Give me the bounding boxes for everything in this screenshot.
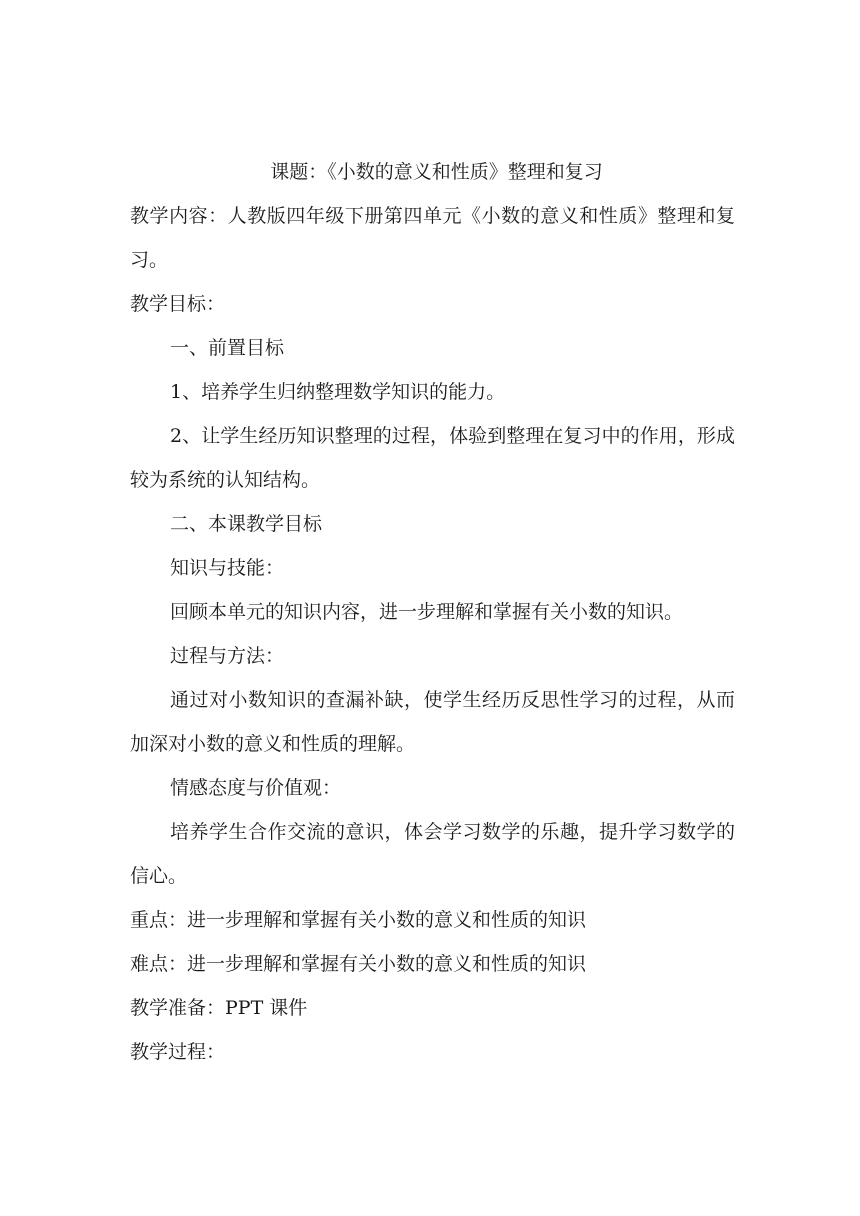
document-body bbox=[130, 150, 735, 1074]
process-text: 通过对小数知识的查漏补缺，使学生经历反思性学习的过程，从而加深对小数的意义和性质的理解。 bbox=[130, 689, 735, 755]
process-heading: 过程与方法： bbox=[170, 645, 285, 667]
emotion-heading: 情感态度与价值观： bbox=[170, 777, 342, 799]
emotion-text: 培养学生合作交流的意识，体会学习数学的乐趣，提升学习数学的信心。 bbox=[130, 821, 735, 887]
key-point: 重点：进一步理解和掌握有关小数的意义和性质的知识 bbox=[130, 909, 587, 931]
teaching-process-label: 教学过程： bbox=[130, 1041, 226, 1063]
difficulty: 难点：进一步理解和掌握有关小数的意义和性质的知识 bbox=[130, 953, 587, 975]
pre-objective-2: 2、让学生经历知识整理的过程，体验到整理在复习中的作用，形成较为系统的认知结构。 bbox=[130, 425, 735, 491]
pre-objective-1: 1、培养学生归纳整理数学知识的能力。 bbox=[170, 381, 506, 403]
teaching-content: 教学内容：人教版四年级下册第四单元《小数的意义和性质》整理和复习。 bbox=[130, 205, 735, 271]
document-title: 课题：《小数的意义和性质》整理和复习 bbox=[270, 161, 603, 183]
knowledge-text: 回顾本单元的知识内容，进一步理解和掌握有关小数的知识。 bbox=[170, 601, 684, 623]
lesson-objectives-heading: 二、本课教学目标 bbox=[170, 513, 323, 535]
knowledge-heading: 知识与技能： bbox=[170, 557, 285, 579]
teaching-preparation: 教学准备：PPT 课件 bbox=[130, 997, 308, 1019]
pre-objectives-heading: 一、前置目标 bbox=[170, 337, 285, 359]
objectives-heading: 教学目标： bbox=[130, 293, 226, 315]
